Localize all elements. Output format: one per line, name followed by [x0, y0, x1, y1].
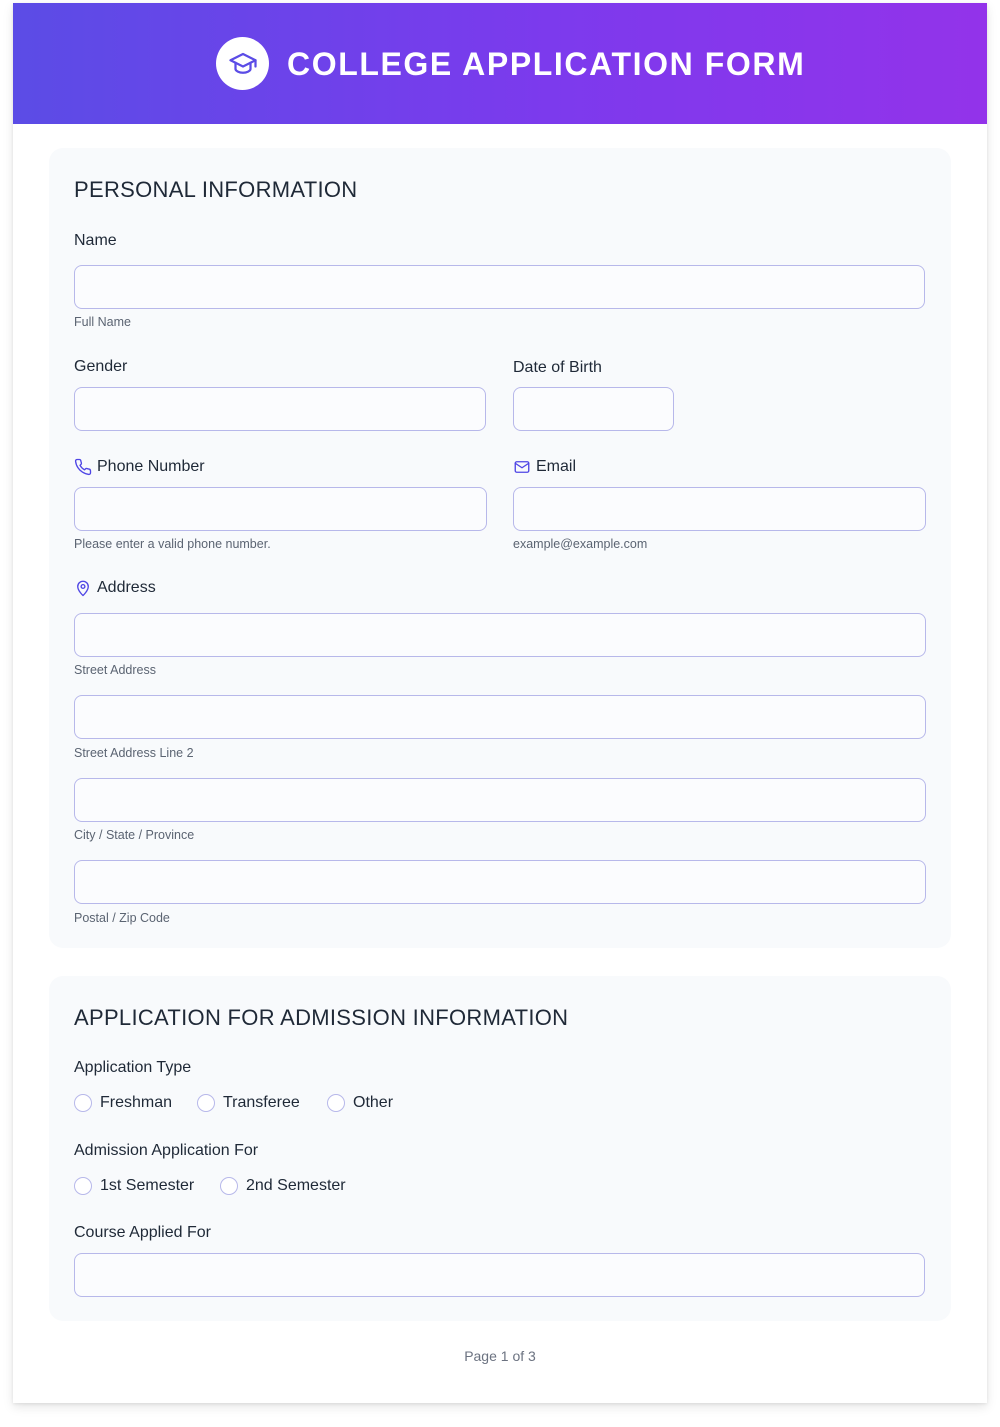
personal-information-section — [49, 148, 951, 948]
radio-circle[interactable] — [327, 1094, 345, 1112]
header-logo — [216, 37, 269, 90]
full-name-input[interactable] — [74, 265, 925, 309]
phone-number-input[interactable] — [74, 487, 487, 531]
gender-input[interactable] — [74, 387, 486, 431]
radio-circle[interactable] — [74, 1177, 92, 1195]
radio-label: Other — [353, 1094, 394, 1111]
page-indicator: Page 1 of 3 — [464, 1348, 536, 1364]
city-state-province-hint: City / State / Province — [74, 828, 195, 842]
full-name-hint: Full Name — [74, 315, 131, 329]
street-address-hint: Street Address — [74, 663, 156, 677]
street-address-input[interactable] — [74, 613, 926, 657]
phone-number-hint: Please enter a valid phone number. — [74, 537, 271, 551]
application-type-label: Application Type — [74, 1059, 192, 1076]
radio-label: Transferee — [223, 1094, 300, 1111]
phone-number-label-text: Phone Number — [97, 458, 205, 475]
map-pin-icon — [74, 579, 92, 597]
course-applied-for-input[interactable] — [74, 1253, 925, 1297]
phone-number-label — [74, 457, 205, 477]
radio-label: 1st Semester — [100, 1177, 195, 1194]
postal-zip-code-hint: Postal / Zip Code — [74, 911, 170, 925]
radio-transferee[interactable] — [197, 1093, 300, 1113]
section-title-personal: PERSONAL INFORMATION — [74, 177, 358, 202]
envelope-icon — [513, 458, 531, 476]
admission-application-for-label: Admission Application For — [74, 1142, 259, 1159]
email-label-text: Email — [536, 458, 577, 475]
date-of-birth-label: Date of Birth — [513, 359, 602, 376]
form-header — [13, 3, 987, 124]
name-label: Name — [74, 232, 117, 249]
gender-label: Gender — [74, 358, 128, 375]
city-state-province-input[interactable] — [74, 778, 926, 822]
section-title-admission: APPLICATION FOR ADMISSION INFORMATION — [74, 1005, 569, 1030]
email-hint: example@example.com — [513, 537, 648, 551]
form-title: COLLEGE APPLICATION FORM — [287, 46, 806, 82]
radio-label: 2nd Semester — [246, 1177, 346, 1194]
radio-1st-semester[interactable] — [74, 1176, 194, 1196]
radio-circle[interactable] — [220, 1177, 238, 1195]
street-address-line-2-input[interactable] — [74, 695, 926, 739]
radio-circle[interactable] — [74, 1094, 92, 1112]
admission-information-section — [49, 976, 951, 1321]
email-label — [513, 457, 576, 477]
phone-icon — [74, 458, 92, 476]
email-input[interactable] — [513, 487, 926, 531]
address-label — [74, 578, 156, 598]
radio-2nd-semester[interactable] — [220, 1176, 346, 1196]
graduation-cap-icon — [228, 49, 258, 79]
postal-zip-code-input[interactable] — [74, 860, 926, 904]
radio-other[interactable] — [327, 1093, 393, 1113]
address-label-text: Address — [97, 579, 156, 596]
radio-label: Freshman — [100, 1094, 173, 1111]
course-applied-for-label: Course Applied For — [74, 1224, 211, 1241]
radio-freshman[interactable] — [74, 1093, 172, 1113]
form-card — [13, 3, 987, 1403]
street-address-line-2-hint: Street Address Line 2 — [74, 746, 194, 760]
radio-circle[interactable] — [197, 1094, 215, 1112]
date-of-birth-input[interactable] — [513, 387, 674, 431]
